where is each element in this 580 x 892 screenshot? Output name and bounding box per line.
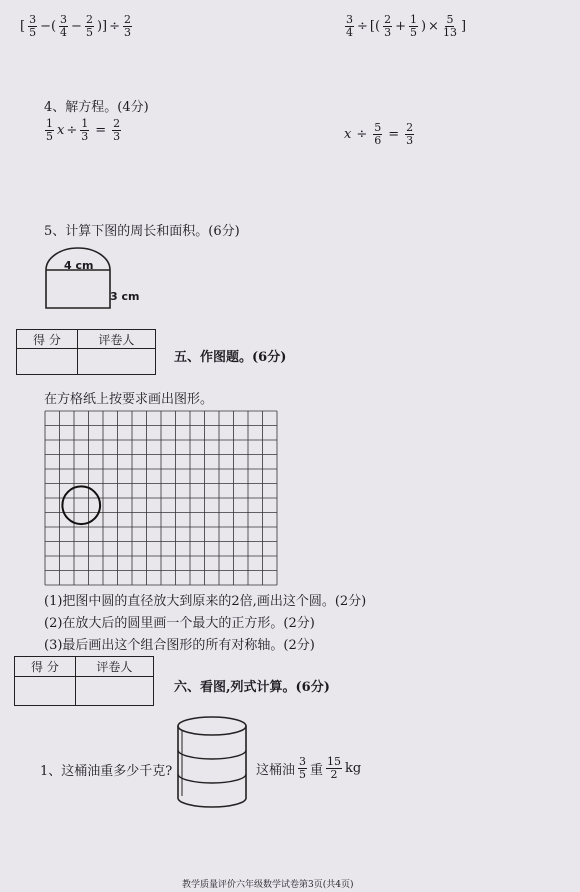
circle-shape (62, 486, 100, 524)
fraction: $\frac{5}{6}$ (374, 121, 382, 147)
q4-title: 4、解方程。(4分) (44, 100, 149, 115)
variable: x (344, 126, 352, 142)
equation-2 (344, 122, 415, 146)
bracket-open: [( (369, 18, 381, 34)
fraction: $\frac{5}{13}$ (442, 13, 457, 39)
score-table (14, 656, 154, 706)
fraction: $\frac{2}{3}$ (384, 13, 392, 39)
bracket-close: ) (420, 18, 427, 34)
grader-cell (75, 677, 153, 706)
note-mid: 重 (310, 762, 324, 778)
section6-title: 六、看图,列式计算。(6分) (174, 680, 330, 695)
fraction: $\frac{2}{3}$ (124, 13, 132, 39)
fraction: $\frac{15}{2}$ (327, 755, 342, 781)
semicircle-rectangle-figure (40, 244, 140, 314)
instruction-item-3: (3)最后画出这个组合图形的所有对称轴。(2分) (44, 638, 315, 653)
grid-paper (44, 410, 280, 586)
fraction: $\frac{2}{5}$ (85, 13, 93, 39)
fraction: $\frac{1}{5}$ (409, 13, 417, 39)
operator: ÷ (357, 18, 368, 34)
operator: = (95, 122, 107, 138)
score-label: 得 分 (15, 657, 76, 677)
variable: x (57, 122, 65, 138)
instruction-item-1: (1)把图中圆的直径放大到原来的2倍,画出这个圆。(2分) (44, 594, 367, 609)
calc-expression-right (344, 14, 466, 38)
fraction: $\frac{1}{3}$ (81, 117, 89, 143)
top-dimension-label: 4 cm (64, 259, 94, 272)
bracket-open: [ (20, 18, 26, 34)
page-footer: 教学质量评价六年级数学试卷第3页(共4页) (182, 880, 354, 890)
equation-1 (44, 118, 122, 142)
section6-question-1: 1、这桶油重多少千克? (40, 764, 173, 779)
note-unit: kg (345, 760, 362, 776)
section5-instruction: 在方格纸上按要求画出图形。 (44, 392, 214, 407)
operator: × (428, 18, 439, 34)
instruction-item-2: (2)在放大后的圆里画一个最大的正方形。(2分) (44, 616, 315, 631)
fraction: $\frac{3}{5}$ (299, 755, 307, 781)
operator: − (71, 18, 82, 34)
side-dimension-label: 3 cm (110, 290, 140, 303)
calc-expression-left (20, 14, 133, 38)
operator: ÷ (356, 126, 368, 142)
score-cell (17, 349, 78, 375)
fraction: $\frac{3}{4}$ (60, 13, 68, 39)
operator: ÷ (109, 18, 121, 34)
operator: ÷ (66, 122, 78, 138)
fraction: $\frac{1}{5}$ (46, 117, 53, 143)
fraction: $\frac{2}{3}$ (113, 117, 121, 143)
operator: −( (40, 18, 57, 34)
fraction: $\frac{3}{4}$ (346, 13, 353, 39)
score-table (16, 329, 156, 375)
grader-label: 评卷人 (77, 330, 155, 349)
fraction: $\frac{3}{5}$ (29, 13, 37, 39)
bracket-close: )] (96, 18, 108, 34)
note-prefix: 这桶油 (256, 762, 296, 778)
score-cell (15, 677, 76, 706)
grader-label: 评卷人 (75, 657, 153, 677)
oil-barrel-icon (170, 712, 260, 812)
score-label: 得 分 (17, 330, 78, 349)
grader-cell (77, 349, 155, 375)
fraction: $\frac{2}{3}$ (406, 121, 414, 147)
operator: = (388, 126, 400, 142)
barrel-note (256, 756, 361, 780)
q5-title: 5、计算下图的周长和面积。(6分) (44, 224, 240, 239)
operator: + (395, 18, 406, 34)
bracket-close: ] (460, 18, 467, 34)
section5-title: 五、作图题。(6分) (174, 350, 287, 365)
